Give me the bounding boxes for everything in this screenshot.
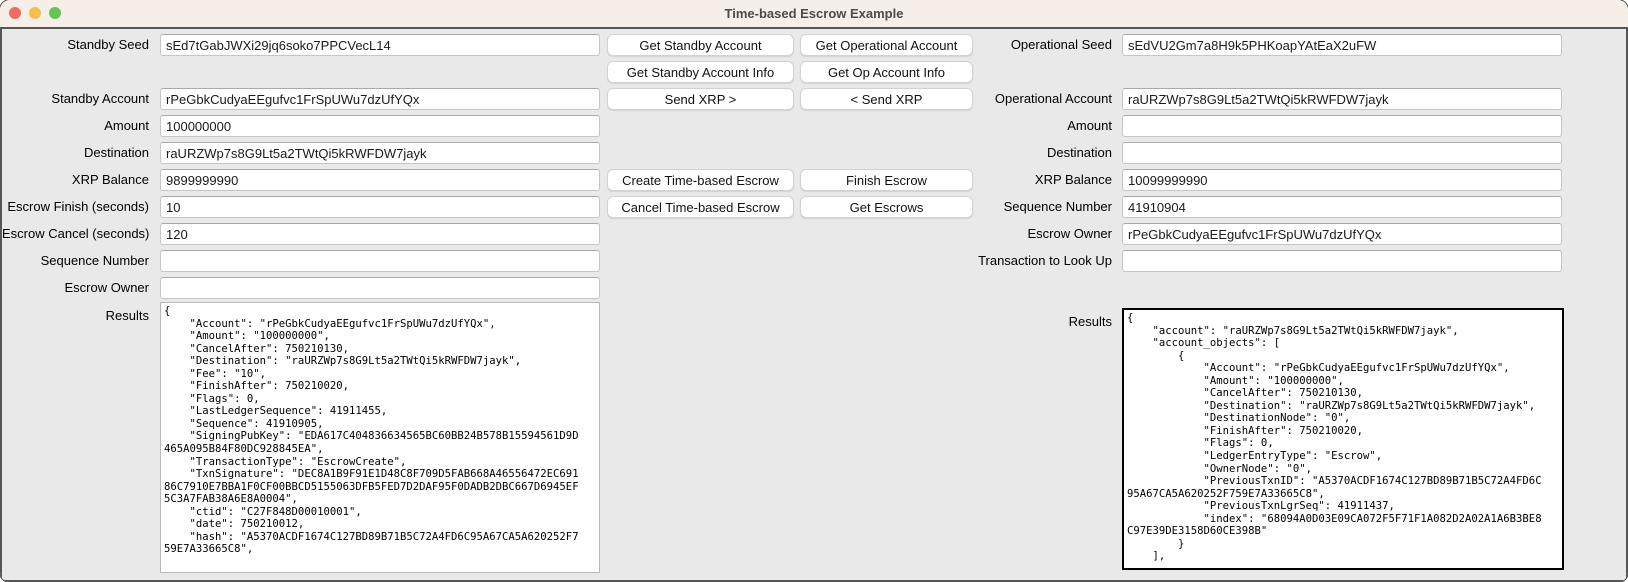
operational-sequence-number-label: Sequence Number <box>1003 199 1112 214</box>
operational-amount-label: Amount <box>1067 118 1112 133</box>
operational-xrp-balance-label: XRP Balance <box>1034 172 1112 187</box>
operational-xrp-balance-input[interactable] <box>1122 169 1562 191</box>
standby-results-label: Results <box>105 308 149 323</box>
standby-xrp-balance-input[interactable] <box>160 169 600 191</box>
operational-amount-input[interactable] <box>1122 115 1562 137</box>
get-op-account-info-button[interactable]: Get Op Account Info <box>800 61 973 83</box>
escrow-cancel-seconds-label: Escrow Cancel (seconds) <box>2 226 150 241</box>
get-standby-account-info-button[interactable]: Get Standby Account Info <box>607 61 794 83</box>
finish-escrow-button[interactable]: Finish Escrow <box>800 169 973 191</box>
standby-sequence-number-input[interactable] <box>160 250 600 272</box>
operational-destination-input[interactable] <box>1122 142 1562 164</box>
standby-sequence-number-label: Sequence Number <box>40 253 149 268</box>
operational-account-input[interactable] <box>1122 88 1562 110</box>
operational-sequence-number-input[interactable] <box>1122 196 1562 218</box>
standby-amount-input[interactable] <box>160 115 600 137</box>
operational-account-label: Operational Account <box>994 91 1112 106</box>
standby-amount-label: Amount <box>104 118 149 133</box>
operational-seed-label: Operational Seed <box>1010 37 1112 52</box>
window-title: Time-based Escrow Example <box>724 6 904 21</box>
transaction-to-look-up-label: Transaction to Look Up <box>978 253 1112 268</box>
operational-escrow-owner-input[interactable] <box>1122 223 1562 245</box>
standby-destination-label: Destination <box>83 145 149 160</box>
operational-results-textarea[interactable] <box>1122 308 1564 570</box>
get-standby-account-button[interactable]: Get Standby Account <box>607 34 794 56</box>
escrow-finish-seconds-label: Escrow Finish (seconds) <box>7 199 149 214</box>
standby-account-input[interactable] <box>160 88 600 110</box>
standby-escrow-owner-label: Escrow Owner <box>64 280 149 295</box>
cancel-time-based-escrow-button[interactable]: Cancel Time-based Escrow <box>607 196 794 218</box>
escrow-cancel-seconds-input[interactable] <box>160 223 600 245</box>
get-escrows-button[interactable]: Get Escrows <box>800 196 973 218</box>
titlebar <box>0 0 1628 27</box>
standby-destination-input[interactable] <box>160 142 600 164</box>
send-xrp-left-button[interactable]: < Send XRP <box>800 88 973 110</box>
operational-destination-label: Destination <box>1046 145 1112 160</box>
send-xrp-right-button[interactable]: Send XRP > <box>607 88 794 110</box>
close-window-icon[interactable] <box>9 7 21 19</box>
escrow-finish-seconds-input[interactable] <box>160 196 600 218</box>
operational-escrow-owner-label: Escrow Owner <box>1027 226 1112 241</box>
get-operational-account-button[interactable]: Get Operational Account <box>800 34 973 56</box>
operational-seed-input[interactable] <box>1122 34 1562 56</box>
zoom-window-icon[interactable] <box>49 7 61 19</box>
standby-account-label: Standby Account <box>51 91 149 106</box>
standby-results-textarea[interactable] <box>160 302 600 573</box>
standby-escrow-owner-input[interactable] <box>160 277 600 299</box>
standby-seed-input[interactable] <box>160 34 600 56</box>
main-content <box>0 27 1628 582</box>
operational-results-label: Results <box>1068 314 1112 329</box>
create-time-based-escrow-button[interactable]: Create Time-based Escrow <box>607 169 794 191</box>
standby-seed-label: Standby Seed <box>67 37 149 52</box>
transaction-to-look-up-input[interactable] <box>1122 250 1562 272</box>
traffic-lights <box>9 7 61 19</box>
minimize-window-icon[interactable] <box>29 7 41 19</box>
standby-xrp-balance-label: XRP Balance <box>71 172 149 187</box>
